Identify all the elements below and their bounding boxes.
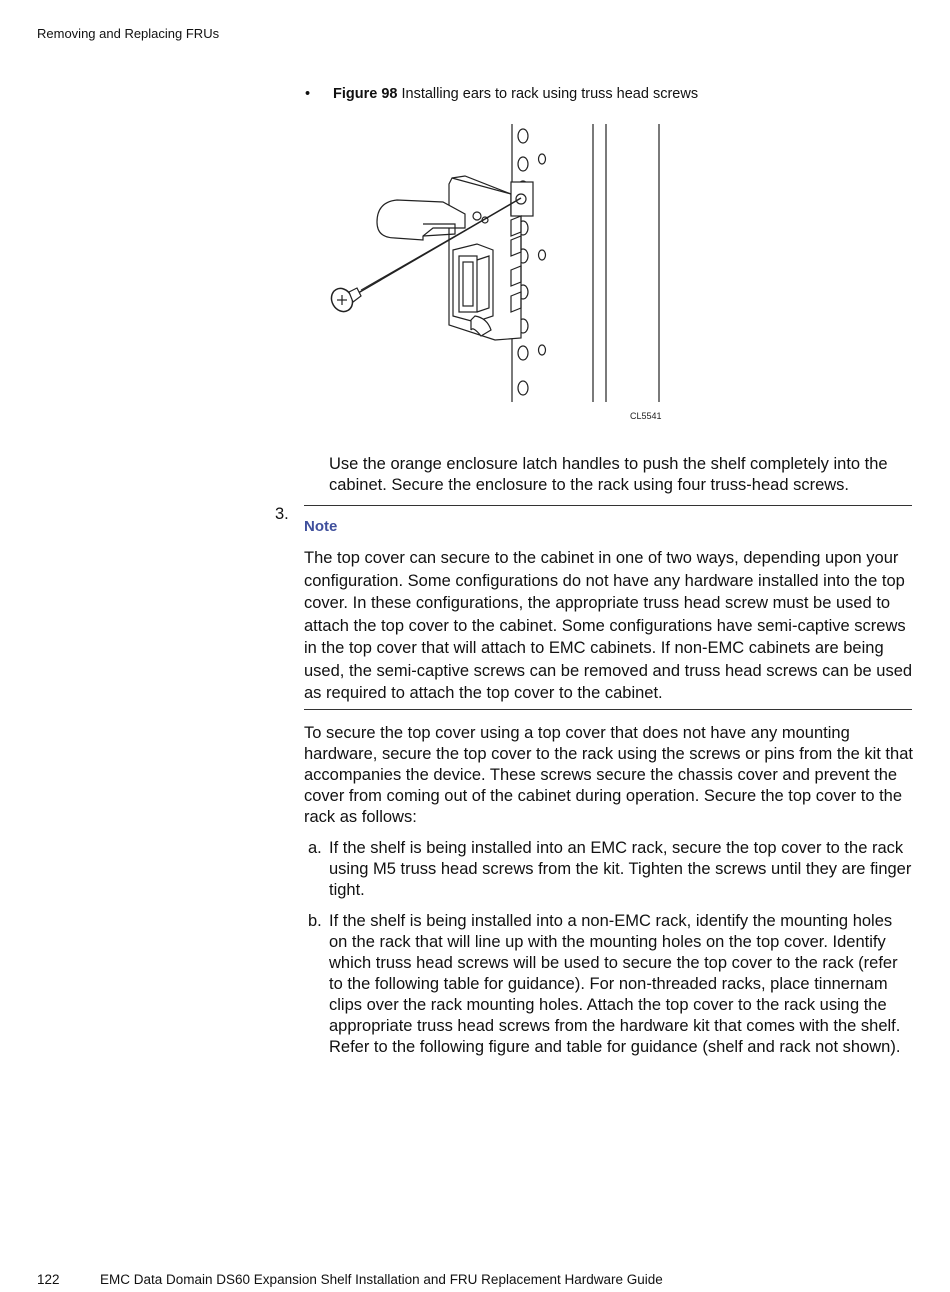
figure-id-label: CL5541 <box>630 411 662 421</box>
figure-caption-text: Installing ears to rack using truss head screws <box>401 86 699 102</box>
caption-bullet: • <box>305 86 311 102</box>
note-top-rule <box>304 505 912 506</box>
top-cover-paragraph: To secure the top cover using a top cover that does not have any mounting hardware, secure the top cover to the rack using the screws or pins from the kit that accompanies the device. These screws secure the chassis cover and prevent the cover from coming out of the cabinet during operation. Secure the top cover to the rack as follows: <box>304 724 913 826</box>
figure-label: Figure 98 <box>333 86 398 102</box>
list-item <box>304 838 914 901</box>
rack-ear-drawing <box>325 120 670 425</box>
figure-caption <box>305 86 698 102</box>
rack-ear-illustration <box>325 120 670 425</box>
list-item <box>304 911 914 1058</box>
list-marker: a. <box>308 839 322 857</box>
running-header: Removing and Replacing FRUs <box>37 26 220 41</box>
list-marker: b. <box>308 912 322 930</box>
note-label: Note <box>304 518 338 535</box>
list-item-text: If the shelf is being installed into a non-EMC rack, identify the mounting holes on the rack that will line up with the mounting holes on the top cover. Identify which truss head screws will be used to secure the top cover to the rack (refer to the following table for guidance). For non-threaded racks, place tinnernam clips over the rack mounting holes. Attach the top cover to the rack using the appropriate truss head screws from the hardware kit that comes with the shelf. Refer to the following figure and table for guidance (shelf and rack not shown). <box>329 912 901 1056</box>
document-title: EMC Data Domain DS60 Expansion Shelf Installation and FRU Replacement Hardware Guide <box>100 1272 663 1287</box>
note-text: The top cover can secure to the cabinet in one of two ways, depending upon your configuration. Some configurations do not have any hardware installed into the top cover. In these configurations, the appropriate truss head screw must be used to attach the top cover to the cabinet. Some configurations have semi-captive screws in the top cover that will attach to EMC cabinets. If non-EMC cabinets are being used, the semi-captive screws can be removed and truss head screws can be used as required to attach the top cover to the cabinet. <box>304 549 913 702</box>
note-bottom-rule <box>304 709 912 710</box>
step-number: 3. <box>275 505 289 523</box>
step-3-text: Use the orange enclosure latch handles to push the shelf completely into the cabinet. Secure the enclosure to the rack using four truss-head screws. <box>329 455 888 494</box>
page-number: 122 <box>37 1272 60 1287</box>
list-item-text: If the shelf is being installed into an EMC rack, secure the top cover to the rack using M5 truss head screws from the kit. Tighten the screws until they are finger tight. <box>329 839 912 899</box>
